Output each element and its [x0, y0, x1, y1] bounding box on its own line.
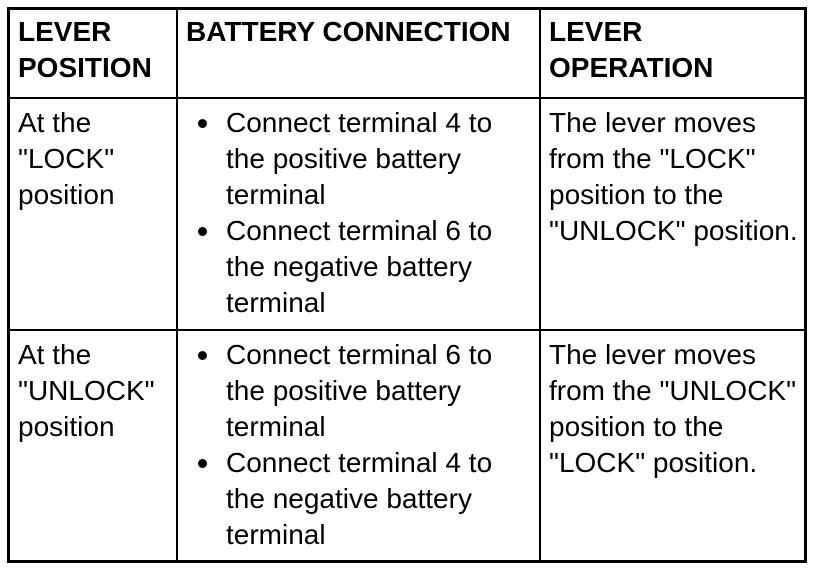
list-item: Connect terminal 6 to the positive battery terminal [186, 337, 533, 445]
header-battery-connection [177, 10, 540, 98]
cell-lever-operation: The lever moves from the "LOCK" position to the "UNLOCK" position. [540, 98, 804, 329]
header-battery-connection-text: BATTERY CONNECTION [186, 16, 511, 47]
table-row [10, 330, 804, 560]
list-item: Connect terminal 4 to the positive battery terminal [186, 105, 533, 213]
cell-battery-connection [177, 98, 540, 329]
header-lever-position-text: LEVER POSITION [18, 16, 152, 83]
lever-operation-table [7, 7, 807, 563]
header-lever-operation [540, 10, 804, 98]
header-row [10, 10, 804, 98]
cell-lever-position: At the "LOCK" position [10, 98, 177, 329]
cell-lever-operation: The lever moves from the "UNLOCK" position to the "LOCK" position. [540, 330, 804, 560]
cell-lever-position: At the "UNLOCK" position [10, 330, 177, 560]
table-row [10, 98, 804, 329]
header-lever-position [10, 10, 177, 98]
list-item: Connect terminal 4 to the negative battery terminal [186, 445, 533, 553]
connection-list [186, 337, 533, 553]
list-item: Connect terminal 6 to the negative battery terminal [186, 213, 533, 321]
header-lever-operation-text: LEVER OPERATION [549, 16, 714, 83]
table [10, 10, 804, 560]
cell-battery-connection [177, 330, 540, 560]
connection-list [186, 105, 533, 321]
